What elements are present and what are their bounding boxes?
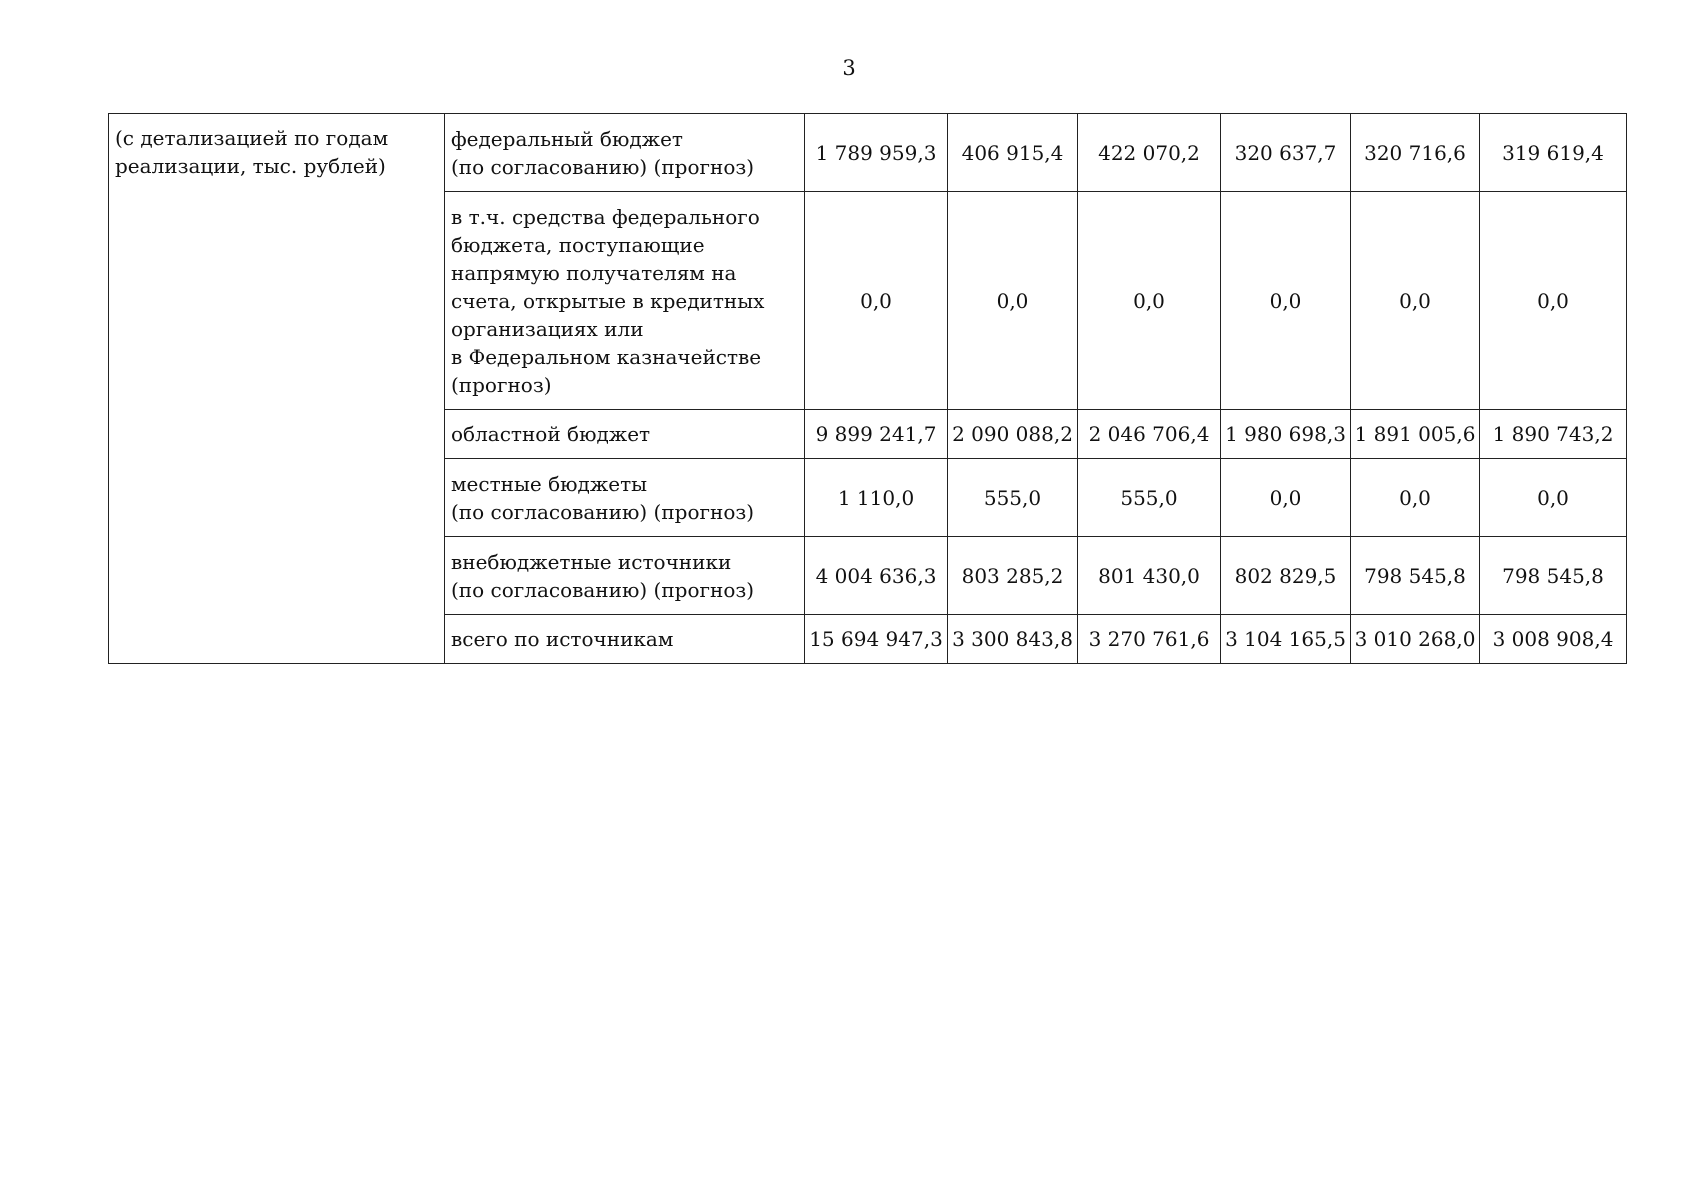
table-row (109, 114, 1627, 192)
value-cell: 1 789 959,3 (805, 114, 948, 192)
value-cell: 0,0 (1351, 459, 1480, 537)
value-cell: 1 890 743,2 (1480, 410, 1627, 459)
value-cell: 2 090 088,2 (948, 410, 1078, 459)
value-cell: 3 300 843,8 (948, 615, 1078, 664)
value-cell: 3 010 268,0 (1351, 615, 1480, 664)
value-cell: 0,0 (1078, 192, 1221, 410)
value-cell: 3 270 761,6 (1078, 615, 1221, 664)
value-cell: 801 430,0 (1078, 537, 1221, 615)
value-cell: 0,0 (1351, 192, 1480, 410)
source-cell: областной бюджет (445, 410, 805, 459)
value-cell: 555,0 (948, 459, 1078, 537)
value-cell: 798 545,8 (1480, 537, 1627, 615)
source-cell: местные бюджеты (по согласованию) (прогноз) (445, 459, 805, 537)
value-cell: 4 004 636,3 (805, 537, 948, 615)
value-cell: 555,0 (1078, 459, 1221, 537)
value-cell: 3 104 165,5 (1221, 615, 1351, 664)
value-cell: 320 716,6 (1351, 114, 1480, 192)
value-cell: 319 619,4 (1480, 114, 1627, 192)
value-cell: 1 891 005,6 (1351, 410, 1480, 459)
budget-table (108, 113, 1627, 664)
source-cell: внебюджетные источники (по согласованию) (прогноз) (445, 537, 805, 615)
value-cell: 0,0 (1480, 459, 1627, 537)
value-cell: 0,0 (805, 192, 948, 410)
value-cell: 422 070,2 (1078, 114, 1221, 192)
value-cell: 15 694 947,3 (805, 615, 948, 664)
value-cell: 1 110,0 (805, 459, 948, 537)
source-cell: всего по источникам (445, 615, 805, 664)
value-cell: 0,0 (1480, 192, 1627, 410)
source-cell: федеральный бюджет (по согласованию) (прогноз) (445, 114, 805, 192)
value-cell: 798 545,8 (1351, 537, 1480, 615)
value-cell: 9 899 241,7 (805, 410, 948, 459)
source-cell: в т.ч. средства федерального бюджета, поступающие напрямую получателям на счета, открытые в кредитных организациях или в Федеральном казначействе (прогноз) (445, 192, 805, 410)
value-cell: 3 008 908,4 (1480, 615, 1627, 664)
value-cell: 0,0 (1221, 192, 1351, 410)
page-number: 3 (842, 56, 856, 80)
value-cell: 2 046 706,4 (1078, 410, 1221, 459)
value-cell: 802 829,5 (1221, 537, 1351, 615)
value-cell: 803 285,2 (948, 537, 1078, 615)
value-cell: 0,0 (948, 192, 1078, 410)
value-cell: 320 637,7 (1221, 114, 1351, 192)
value-cell: 406 915,4 (948, 114, 1078, 192)
funding-label: (с детализацией по годам реализации, тыс. рублей) (109, 114, 445, 664)
value-cell: 1 980 698,3 (1221, 410, 1351, 459)
value-cell: 0,0 (1221, 459, 1351, 537)
